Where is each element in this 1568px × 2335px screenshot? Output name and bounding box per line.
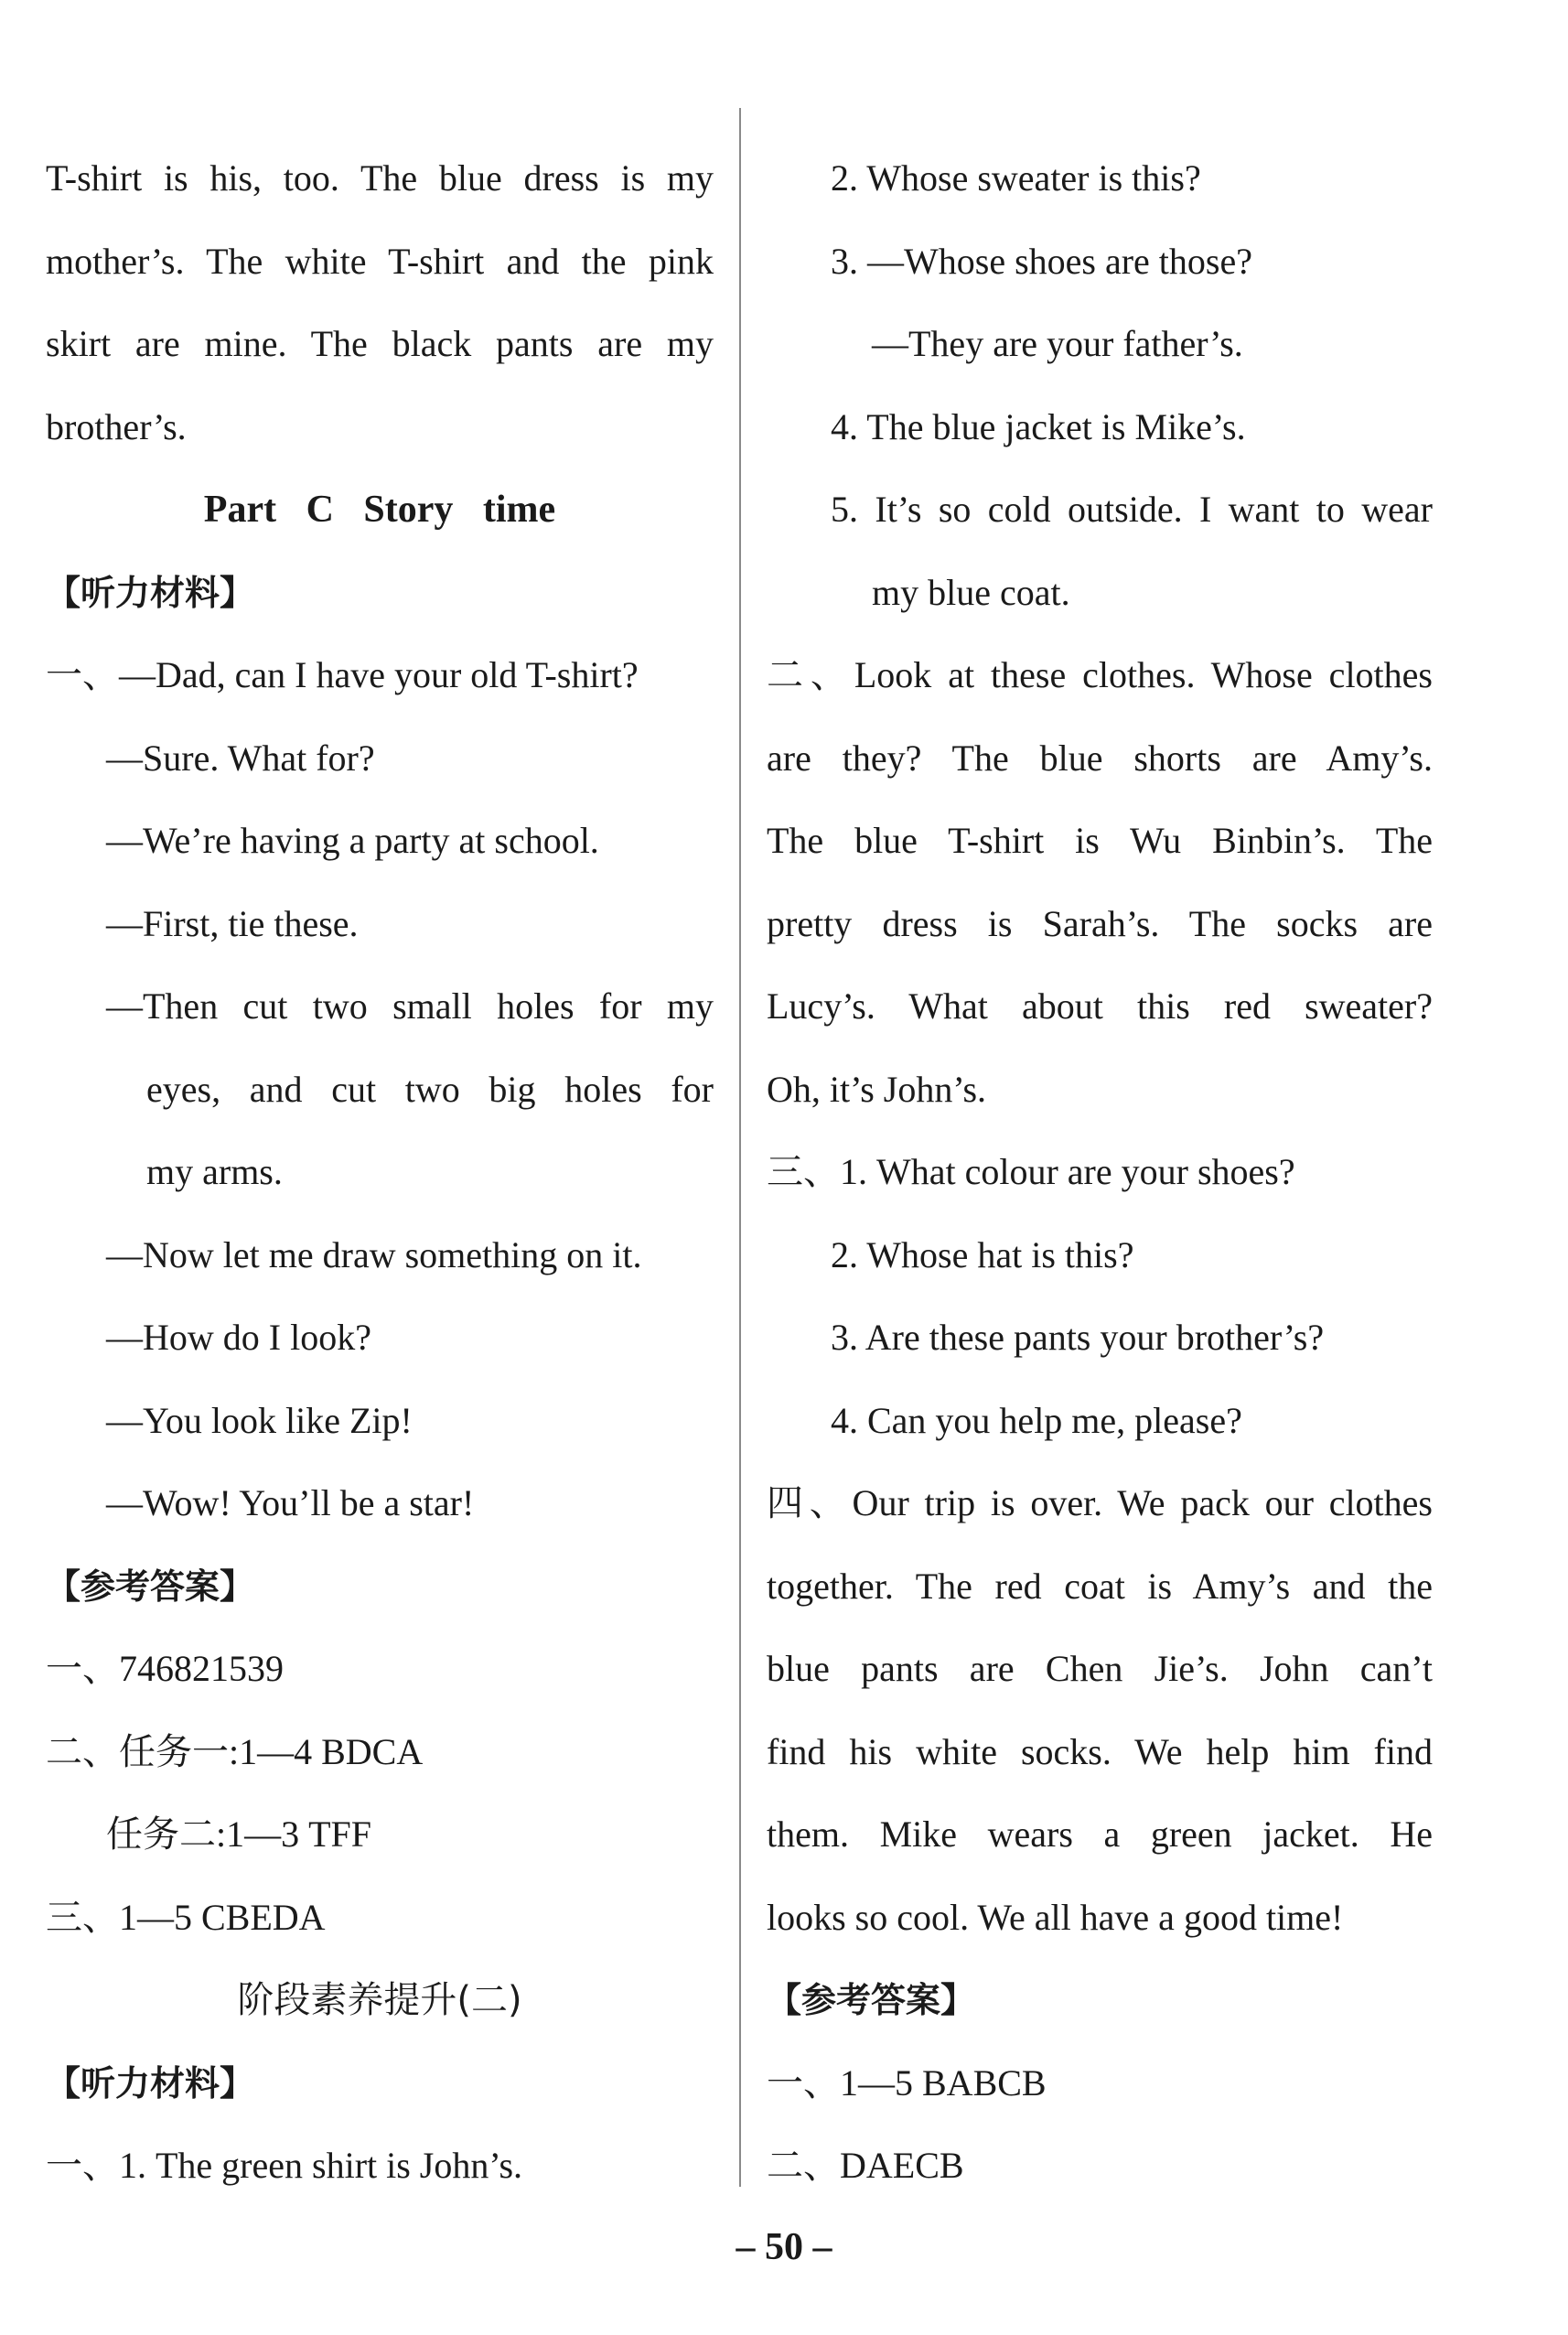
paragraph-line: 二、Look at these clothes. Whose clothes: [767, 654, 1433, 695]
answer-line: 三、1—5 CBEDA: [46, 1896, 326, 1938]
paragraph-line: looks so cool. We all have a good time!: [767, 1896, 1344, 1938]
question-line: 3. Are these pants your brother’s?: [831, 1317, 1325, 1358]
story-line: —You look like Zip!: [106, 1399, 413, 1441]
paragraph-line: Oh, it’s John’s.: [767, 1068, 987, 1110]
part-title: Part C Story time: [203, 489, 556, 531]
paragraph-line: blue pants are Chen Jie’s. John can’t: [767, 1648, 1433, 1689]
question-line: my blue coat.: [872, 571, 1070, 613]
paragraph-line: are they? The blue shorts are Amy’s.: [767, 737, 1433, 779]
heading-listening-material: 【听力材料】: [46, 572, 255, 613]
story-line: eyes, and cut two big holes for: [146, 1068, 714, 1110]
question-line: 三、1. What colour are your shoes?: [767, 1151, 1295, 1192]
paragraph-line: brother’s.: [46, 405, 187, 447]
column-divider: [739, 108, 741, 2187]
paragraph-line: mother’s. The white T-shirt and the pink: [46, 240, 714, 282]
answer-line: 一、1—5 BABCB: [767, 2061, 1047, 2104]
story-line: —How do I look?: [106, 1317, 371, 1358]
question-line: 4. Can you help me, please?: [831, 1399, 1242, 1441]
page-number: – 50 –: [736, 2226, 832, 2268]
question-line: 2. Whose hat is this?: [831, 1233, 1134, 1275]
paragraph-line: Lucy’s. What about this red sweater?: [767, 985, 1433, 1027]
paragraph-line: pretty dress is Sarah’s. The socks are: [767, 902, 1433, 944]
heading-reference-answers: 【参考答案】: [46, 1566, 255, 1607]
paragraph-line: 四、Our trip is over. We pack our clothes: [767, 1482, 1433, 1523]
story-line: my arms.: [146, 1151, 283, 1192]
paragraph-line: The blue T-shirt is Wu Binbin’s. The: [767, 820, 1433, 861]
answer-line: 二、任务一:1—4 BDCA: [46, 1730, 424, 1772]
paragraph-line: skirt are mine. The black pants are my: [46, 323, 714, 364]
story-line: —Wow! You’ll be a star!: [106, 1482, 475, 1523]
story-line: —Now let me draw something on it.: [106, 1233, 642, 1275]
paragraph-line: find his white socks. We help him find: [767, 1730, 1433, 1772]
paragraph-line: T-shirt is his, too. The blue dress is my: [46, 157, 714, 199]
story-line: —Sure. What for?: [106, 737, 375, 779]
question-line: 2. Whose sweater is this?: [831, 157, 1201, 199]
story-line: —First, tie these.: [106, 902, 359, 944]
question-line: —They are your father’s.: [872, 323, 1243, 364]
question-line: 5. It’s so cold outside. I want to wear: [831, 489, 1433, 530]
paragraph-line: them. Mike wears a green jacket. He: [767, 1813, 1433, 1855]
story-line: 一、—Dad, can I have your old T-shirt?: [46, 654, 639, 695]
paragraph-line: together. The red coat is Amy’s and the: [767, 1565, 1433, 1607]
answer-line: 一、746821539: [46, 1648, 284, 1689]
answer-line: 任务二:1—3 TFF: [106, 1813, 372, 1855]
story-line: —We’re having a party at school.: [106, 820, 599, 861]
right-column: [767, 137, 1433, 2208]
question-line: 4. The blue jacket is Mike’s.: [831, 405, 1246, 447]
answer-line: 二、DAECB: [767, 2145, 964, 2186]
story-line: —Then cut two small holes for my: [106, 985, 714, 1027]
heading-reference-answers: 【参考答案】: [767, 1980, 976, 2020]
question-line: 一、1. The green shirt is John’s.: [46, 2145, 523, 2186]
heading-listening-material: 【听力材料】: [46, 2062, 255, 2104]
section-title: 阶段素养提升(二): [237, 1979, 522, 2021]
question-line: 3. —Whose shoes are those?: [831, 240, 1252, 282]
left-column: [46, 137, 714, 2208]
